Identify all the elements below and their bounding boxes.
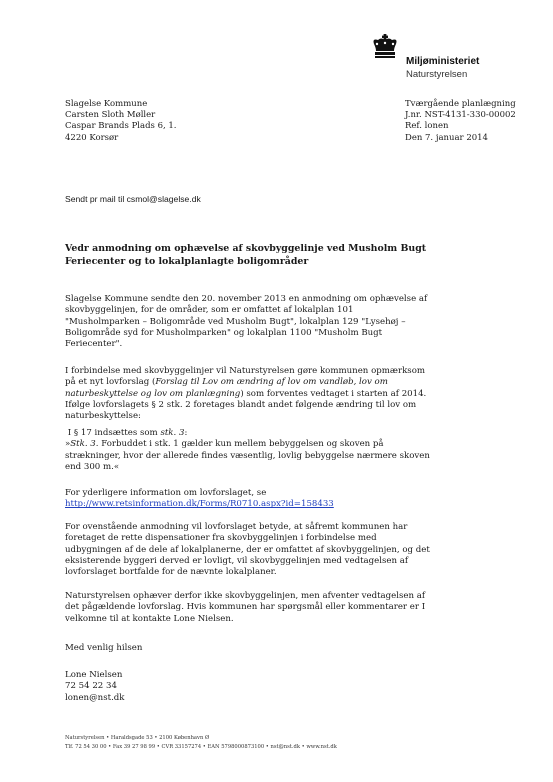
closing: Med venlig hilsen bbox=[65, 643, 143, 653]
text-line: Naturstyrelsen ophæver derfor ikke skovbyggelinjen, men afventer vedtagelsen af bbox=[65, 591, 426, 601]
text-line: Slagelse Kommune sendte den 20. november 2013 en anmodning om ophævelse af bbox=[65, 294, 428, 304]
text-line: Feriecenter". bbox=[65, 339, 123, 350]
text-segment: stk. 3 bbox=[160, 428, 185, 438]
bill-title: Forslag til Lov om ændring af lov om vandløb, lov om bbox=[155, 377, 388, 388]
text-line: eksisterende byggeri derved er lovligt, vil skovbyggelinjen med vedtagelsen af bbox=[65, 555, 409, 566]
text-line: For ovenstående anmodning vil lovforslaget betyde, at såfremt kommunen har bbox=[65, 522, 408, 532]
text-line: foretaget de rette dispensationer fra skovbyggelinjen i forbindelse med bbox=[65, 533, 377, 544]
paragraph-request bbox=[65, 294, 427, 350]
subject-heading bbox=[65, 243, 426, 268]
paragraph-decision bbox=[65, 591, 425, 625]
agency-name: Naturstyrelsen bbox=[406, 69, 468, 80]
sent-line: Sendt pr mail til csmol@slagelse.dk bbox=[65, 194, 201, 204]
text-line: For yderligere information om lovforslaget, se bbox=[65, 488, 267, 498]
text-line: I forbindelse med skovbyggelinjer vil Naturstyrelsen gøre kommunen opmærksom bbox=[65, 366, 426, 376]
text-segment: . Forbuddet i stk. 1 gælder kun mellem bebyggelsen og skoven på bbox=[95, 439, 384, 450]
text-segment: ) som forventes vedtaget i starten af 2014. bbox=[240, 388, 427, 399]
journal-number: J.nr. NST-4131-330-00002 bbox=[405, 110, 516, 121]
text-line: det pågældende lovforslag. Hvis kommunen har spørgsmål eller kommentarer er I bbox=[65, 602, 426, 613]
signer-name: Lone Nielsen bbox=[65, 670, 123, 680]
signature bbox=[65, 670, 125, 704]
logo bbox=[368, 34, 478, 82]
text-line: lovforslaget bortfalde for de nævnte lokalplaner. bbox=[65, 567, 277, 578]
paragraph-bill bbox=[65, 366, 426, 422]
crown-icon bbox=[370, 34, 400, 62]
text-segment: på et nyt lovforslag ( bbox=[65, 377, 156, 388]
recipient-line: Carsten Sloth Møller bbox=[65, 110, 156, 121]
text-line bbox=[65, 439, 430, 450]
subject-line: Vedr anmodning om ophævelse af skovbyggelinje ved Musholm Bugt bbox=[65, 243, 427, 254]
text-segment: : bbox=[184, 428, 188, 438]
signer-phone: 72 54 22 34 bbox=[65, 681, 117, 692]
recipient-line: Caspar Brands Plads 6, 1. bbox=[65, 121, 177, 132]
text-line: velkomne til at kontakte Lone Nielsen. bbox=[65, 613, 234, 624]
text-segment: Stk. 3 bbox=[70, 439, 96, 450]
text-line: Boligområde syd for Musholmparken" og lokalplan 1100 "Musholm Bugt bbox=[65, 327, 383, 338]
retsinformation-link[interactable]: http://www.retsinformation.dk/Forms/R0710.aspx?id=158433 bbox=[65, 499, 334, 510]
recipient-line: Slagelse Kommune bbox=[65, 99, 148, 109]
signer-email: lonen@nst.dk bbox=[65, 692, 125, 703]
recipient-address bbox=[65, 99, 177, 144]
reference-block bbox=[405, 99, 516, 144]
text-line: "Musholmparken – Boligområde ved Musholm Bugt", lokalplan 129 "Lysehøj – bbox=[65, 316, 406, 327]
department: Tværgående planlægning bbox=[405, 99, 516, 109]
text-line: Ifølge lovforslagets § 2 stk. 2 foretages blandt andet følgende ændring til lov om bbox=[65, 399, 417, 410]
reference: Ref. lonen bbox=[405, 121, 449, 132]
text-line bbox=[65, 377, 426, 388]
text-line: naturbeskyttelse: bbox=[65, 411, 141, 422]
text-line bbox=[65, 428, 430, 439]
footer bbox=[65, 734, 337, 752]
ministry-name: Miljøministeriet bbox=[406, 56, 480, 67]
text-segment: I § 17 indsættes som bbox=[67, 428, 161, 438]
paragraph-info bbox=[65, 488, 334, 511]
law-quote bbox=[65, 428, 430, 473]
subject-line: Feriecenter og to lokalplanlagte boligområder bbox=[65, 255, 309, 267]
text-line: skovbyggelinjen, for de områder, som er omfattet af lokalplan 101 bbox=[65, 305, 354, 316]
text-segment: » bbox=[65, 439, 71, 450]
recipient-line: 4220 Korsør bbox=[65, 132, 119, 143]
footer-address: Naturstyrelsen • Haraldsgade 53 • 2100 København Ø bbox=[65, 735, 210, 741]
text-line bbox=[65, 389, 426, 400]
text-line: udbygningen af de dele af lokalplanerne, der er omfattet af skovbyggelinjen, og det bbox=[65, 544, 430, 555]
bill-title: naturbeskyttelse og lov om planlægning bbox=[65, 388, 241, 399]
paragraph-consequence bbox=[65, 522, 430, 578]
text-line: end 300 m.« bbox=[65, 461, 120, 472]
footer-contact: Tlf. 72 54 30 00 • Fax 39 27 98 99 • CVR 33157274 • EAN 5798000873100 • nst@nst.dk • www.nst.dk bbox=[65, 744, 337, 750]
text-line: strækninger, hvor der allerede findes væsentlig, lovlig bebyggelse nærmere skoven bbox=[65, 450, 430, 461]
letter-date: Den 7. januar 2014 bbox=[405, 132, 488, 143]
